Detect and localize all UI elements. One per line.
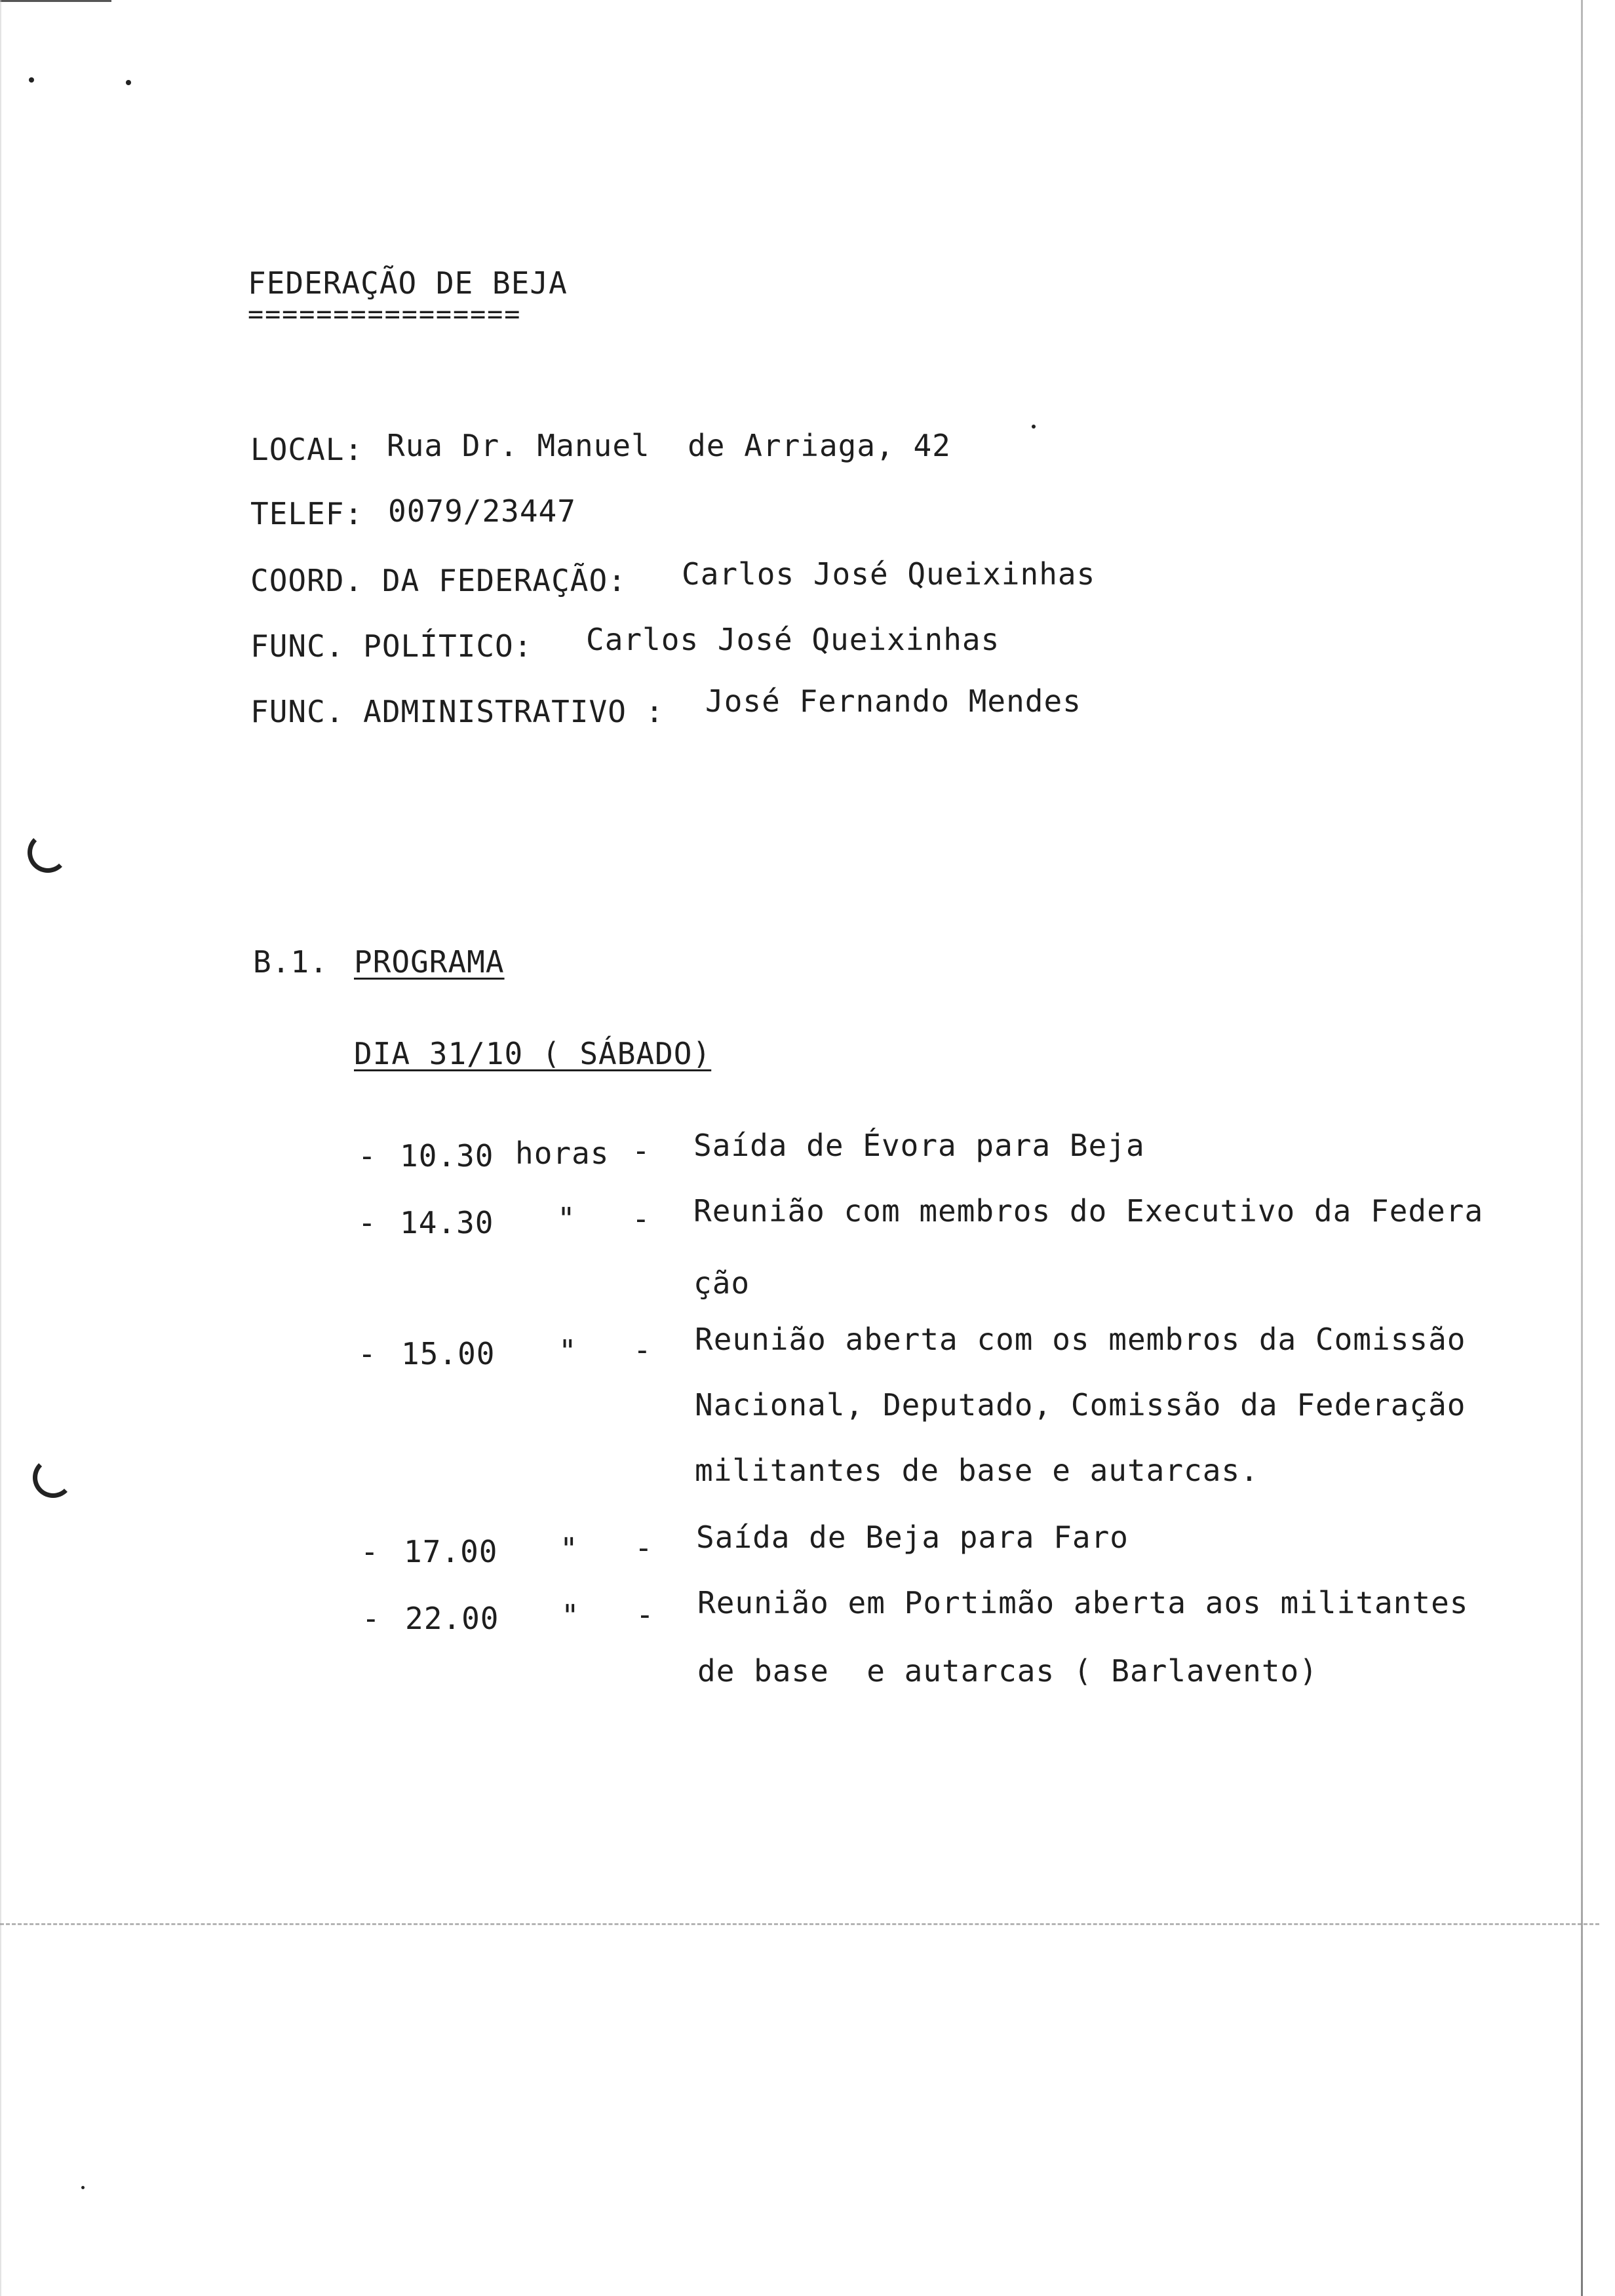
item-dash: - [358, 1138, 377, 1174]
scan-speck [81, 2186, 85, 2189]
item-text-line: Saída de Beja para Faro [696, 1520, 1129, 1555]
item-time: 15.00 [401, 1336, 496, 1371]
func-politico-value: Carlos José Queixinhas [586, 622, 1000, 657]
punch-hole-icon [33, 1457, 73, 1498]
coord-value: Carlos José Queixinhas [682, 556, 1096, 592]
item-text-line: ção [693, 1265, 750, 1301]
scan-edge-left [0, 0, 1, 2296]
item-dash: - [362, 1601, 381, 1636]
item-text-line: de base e autarcas ( Barlavento) [697, 1653, 1318, 1689]
section-number: B.1. [253, 944, 328, 980]
item-unit: " [558, 1333, 577, 1369]
item-unit: horas [515, 1136, 610, 1171]
item-separator: - [636, 1597, 655, 1632]
item-separator: - [632, 1201, 651, 1236]
item-text-line: militantes de base e autarcas. [695, 1453, 1259, 1488]
func-admin-value: José Fernando Mendes [705, 683, 1081, 719]
func-politico-label: FUNC. POLÍTICO: [250, 628, 533, 664]
coord-label: COORD. DA FEDERAÇÃO: [250, 563, 627, 598]
item-unit: " [561, 1598, 580, 1634]
telef-value: 0079/23447 [388, 493, 576, 529]
func-admin-label: FUNC. ADMINISTRATIVO : [250, 694, 665, 729]
item-text-line: Reunião em Portimão aberta aos militantes [697, 1585, 1469, 1620]
item-text-line: Reunião aberta com os membros da Comissão [695, 1322, 1466, 1357]
item-time: 10.30 [400, 1138, 494, 1174]
item-time: 22.00 [405, 1601, 499, 1636]
item-dash: - [360, 1534, 379, 1569]
scan-speck [126, 80, 131, 85]
item-unit: " [560, 1531, 579, 1567]
section-heading: PROGRAMA [354, 944, 505, 980]
title-rule: ================ [248, 299, 522, 330]
item-time: 17.00 [404, 1534, 498, 1569]
item-text-line: Reunião com membros do Executivo da Federa [693, 1193, 1484, 1229]
scan-speck [1032, 425, 1036, 429]
item-text-line: Saída de Évora para Beja [693, 1128, 1145, 1163]
item-dash: - [358, 1205, 377, 1240]
document-title: FEDERAÇÃO DE BEJA [248, 265, 568, 301]
local-value: Rua Dr. Manuel de Arriaga, 42 [387, 428, 951, 463]
item-separator: - [632, 1133, 651, 1168]
day-heading: DIA 31/10 ( SÁBADO) [354, 1036, 712, 1071]
page-fold-line [0, 1923, 1599, 1925]
telef-label: TELEF: [250, 496, 364, 531]
item-separator: - [634, 1530, 653, 1565]
item-unit: " [557, 1201, 576, 1236]
scan-edge-top [0, 0, 111, 2]
scan-edge-right [1581, 0, 1583, 2296]
scan-speck [29, 77, 34, 83]
item-time: 14.30 [400, 1205, 494, 1240]
item-text-line: Nacional, Deputado, Comissão da Federação [695, 1387, 1466, 1423]
item-dash: - [358, 1336, 377, 1371]
punch-hole-icon [28, 832, 68, 873]
local-label: LOCAL: [250, 432, 364, 467]
item-separator: - [633, 1332, 652, 1368]
